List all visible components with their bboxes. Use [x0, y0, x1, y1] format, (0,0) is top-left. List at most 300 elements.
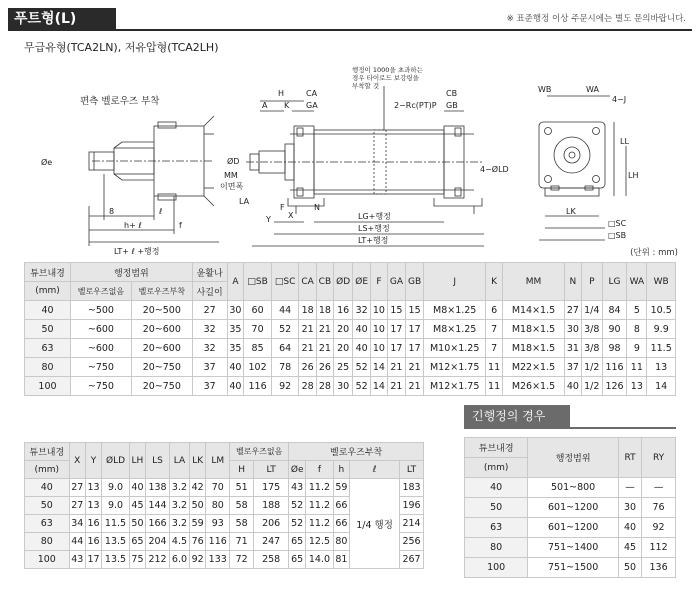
table-cell: 40	[25, 301, 71, 320]
table-cell: 133	[206, 551, 230, 569]
table-cell: 3.2	[169, 479, 189, 497]
label-ca: CA	[306, 89, 318, 98]
table-cell: M8×1.25	[424, 301, 486, 320]
table-cell: 93	[206, 515, 230, 533]
table-cell: 1/2	[581, 358, 602, 377]
label-lg: LG+행정	[358, 212, 391, 221]
table-cell: 11	[486, 358, 503, 377]
th2-bore: 튜브내경	[25, 443, 70, 461]
table-cell: 44	[271, 301, 299, 320]
th-col-2: □SC	[271, 263, 299, 301]
table-cell: 92	[642, 518, 676, 538]
table-cell: 258	[254, 551, 289, 569]
table-cell: 52	[271, 320, 299, 339]
th-lube-2: 사길이	[192, 282, 227, 301]
table-cell: 80	[465, 538, 528, 558]
label-ga: GA	[306, 101, 318, 110]
table-cell: 10	[371, 301, 388, 320]
label-oe: Øe	[41, 158, 53, 167]
table-cell: 76	[642, 498, 676, 518]
table-cell: 32	[192, 320, 227, 339]
table-cell: 37	[192, 377, 227, 396]
table-cell: 75	[129, 551, 145, 569]
table-cell: 6.0	[169, 551, 189, 569]
table-cell: 80	[25, 358, 71, 377]
table-cell: 16	[85, 515, 101, 533]
th2-col-7: LM	[206, 443, 230, 479]
table-cell: 40	[129, 479, 145, 497]
table-cell: 11.5	[647, 339, 676, 358]
table-cell: ~750	[70, 377, 131, 396]
table-cell: 10	[371, 339, 388, 358]
table-cell: 183	[400, 479, 424, 497]
table-cell: 40	[465, 478, 528, 498]
table-cell: —	[642, 478, 676, 498]
table-cell: M14×1.5	[503, 301, 565, 320]
table-cell: 9.0	[102, 479, 130, 497]
table-cell: 16	[334, 301, 353, 320]
table-cell: 50	[465, 498, 528, 518]
th2-sub-oe: Øe	[289, 461, 306, 479]
th2-bellows: 벨로우즈부착	[289, 443, 424, 461]
table-cell: 28	[316, 377, 333, 396]
table-cell: 30	[227, 301, 244, 320]
table-cell: 40	[227, 358, 244, 377]
th-col-9: GB	[406, 263, 424, 301]
table-cell: 72	[230, 551, 254, 569]
table-cell: 50	[25, 497, 70, 515]
th-bore-unit: (mm)	[25, 282, 71, 301]
table-cell: 21	[406, 377, 424, 396]
table-cell: 751~1400	[528, 538, 619, 558]
table-cell: 11	[486, 377, 503, 396]
table-cell: 14	[371, 358, 388, 377]
table-cell: 26	[299, 358, 316, 377]
table-cell: 100	[465, 558, 528, 578]
stroke-note-3: 부착할 것	[352, 82, 380, 90]
table-cell: M18×1.5	[503, 339, 565, 358]
long-stroke-title: 긴행정의 경우	[464, 405, 570, 427]
label-lh: LH	[628, 171, 639, 180]
table-cell: 166	[146, 515, 170, 533]
dimension-table-main	[24, 262, 676, 396]
table-cell: 80	[206, 497, 230, 515]
table-cell: 90	[602, 320, 627, 339]
unit-label: (단위 : mm)	[630, 248, 678, 258]
table-cell: 13.5	[102, 551, 130, 569]
table-cell: 10.5	[647, 301, 676, 320]
table-cell: 40	[25, 479, 70, 497]
th-col-16: WA	[627, 263, 647, 301]
table-cell: 14.0	[306, 551, 334, 569]
table-cell: 188	[254, 497, 289, 515]
label-lk: LK	[566, 207, 576, 216]
table-cell: M22×1.5	[503, 358, 565, 377]
table-cell: 138	[146, 479, 170, 497]
table-cell: 40	[565, 377, 582, 396]
table-cell: 7	[486, 320, 503, 339]
table-cell: 501~800	[528, 478, 619, 498]
label-lt-l: LT+ ℓ +행정	[114, 247, 160, 256]
table-cell: 17	[406, 320, 424, 339]
table-cell: 5	[627, 301, 647, 320]
th-col-1: □SB	[244, 263, 271, 301]
table-cell: 15	[387, 301, 405, 320]
th2-bore-unit: (mm)	[25, 461, 70, 479]
th-lube-1: 윤활나	[192, 263, 227, 282]
table-cell: 214	[400, 515, 424, 533]
label-hl: h+ ℓ	[124, 221, 142, 230]
table-cell: 27	[565, 301, 582, 320]
table-cell: 11.2	[306, 515, 334, 533]
table-cell: 44	[69, 533, 85, 551]
table-cell: 256	[400, 533, 424, 551]
th2-col-6: LK	[190, 443, 206, 479]
table-cell: 43	[69, 551, 85, 569]
model-subtitle: 무급유형(TCA2LN), 저유압형(TCA2LH)	[24, 41, 219, 54]
table-row	[25, 377, 676, 396]
table-cell: 78	[271, 358, 299, 377]
table-row	[25, 320, 676, 339]
table-cell: 40	[618, 518, 641, 538]
table-cell: 13	[627, 377, 647, 396]
th-col-17: WB	[647, 263, 676, 301]
th-col-4: CB	[316, 263, 333, 301]
th-col-8: GA	[387, 263, 405, 301]
label-n: N	[314, 203, 320, 212]
table-cell: 12.5	[306, 533, 334, 551]
th-col-12: MM	[503, 263, 565, 301]
table-cell: 51	[230, 479, 254, 497]
label-l: ℓ	[159, 207, 163, 216]
table-cell: 70	[244, 320, 271, 339]
table-cell: 18	[299, 301, 316, 320]
label-f: f	[179, 221, 182, 230]
table-cell: 50	[190, 497, 206, 515]
table-cell: 1/2	[581, 377, 602, 396]
th2-no-bellows: 벨로우즈없음	[230, 443, 289, 461]
table-cell: 196	[400, 497, 424, 515]
table-cell: 144	[146, 497, 170, 515]
label-mm: MM	[224, 171, 238, 180]
th3-stroke: 행정범위	[528, 438, 619, 478]
long-stroke-rule	[464, 427, 676, 429]
table-cell: 50	[618, 558, 641, 578]
table-cell: 20~750	[131, 377, 192, 396]
table-row	[465, 518, 676, 538]
label-width-across: 이면폭	[220, 182, 244, 191]
table-cell: 63	[465, 518, 528, 538]
table-cell: —	[618, 478, 641, 498]
th-bore: 튜브내경	[25, 263, 71, 282]
label-j: 4−J	[612, 95, 627, 104]
table-cell: 76	[190, 533, 206, 551]
table-row	[465, 478, 676, 498]
th-col-5: ØD	[334, 263, 353, 301]
l-value-cell: 1/4 행정	[350, 479, 400, 569]
table-cell: 267	[400, 551, 424, 569]
table-cell: 21	[299, 320, 316, 339]
table-cell: 31	[565, 339, 582, 358]
label-ls: LS+행정	[358, 224, 390, 233]
table-cell: 45	[618, 538, 641, 558]
table-cell: M10×1.25	[424, 339, 486, 358]
table-cell: 8	[627, 320, 647, 339]
table-cell: 21	[387, 358, 405, 377]
table-cell: 14	[647, 377, 676, 396]
table-cell: 84	[602, 301, 627, 320]
table-cell: 59	[190, 515, 206, 533]
table-cell: 3/8	[581, 320, 602, 339]
table-cell: 206	[254, 515, 289, 533]
table-cell: 37	[192, 358, 227, 377]
table-cell: 601~1200	[528, 518, 619, 538]
table-cell: M8×1.25	[424, 320, 486, 339]
table-cell: ~500	[70, 301, 131, 320]
label-sb: □SB	[608, 231, 627, 240]
table-cell: 98	[602, 339, 627, 358]
table-cell: 59	[333, 479, 349, 497]
table-cell: 14	[371, 377, 388, 396]
th2-sub-lt: LT	[254, 461, 289, 479]
table-cell: 66	[333, 497, 349, 515]
table-cell: 11.5	[102, 515, 130, 533]
table-cell: 13	[85, 497, 101, 515]
th-col-7: F	[371, 263, 388, 301]
side-bellows-label: 편측 벨로우즈 부착	[80, 96, 160, 107]
th2-sub-l: ℓ	[350, 461, 400, 479]
table-cell: 16	[85, 533, 101, 551]
table-cell: ~750	[70, 358, 131, 377]
table-cell: 63	[25, 339, 71, 358]
table-row	[25, 339, 676, 358]
table-cell: 3.2	[169, 515, 189, 533]
long-stroke-table	[464, 437, 676, 578]
table-cell: 4.5	[169, 533, 189, 551]
table-cell: 102	[244, 358, 271, 377]
label-h: H	[278, 89, 285, 98]
table-row	[465, 498, 676, 518]
label-port: 2−Rc(PT)P	[394, 101, 437, 110]
table-cell: 40	[353, 320, 371, 339]
th-no-bellows: 벨로우즈없음	[70, 282, 131, 301]
label-ll: LL	[620, 137, 629, 146]
table-cell: 92	[271, 377, 299, 396]
table-cell: M26×1.5	[503, 377, 565, 396]
th-col-10: J	[424, 263, 486, 301]
label-old: 4−ØLD	[480, 165, 509, 174]
th2-col-3: LH	[129, 443, 145, 479]
table-cell: 9	[627, 339, 647, 358]
page-title: 푸트형(L)	[8, 8, 116, 30]
table-cell: 21	[316, 320, 333, 339]
table-cell: 3.2	[169, 497, 189, 515]
th2-sub-h2: h	[333, 461, 349, 479]
table-cell: M12×1.75	[424, 377, 486, 396]
table-cell: 32	[192, 339, 227, 358]
table-cell: 43	[289, 479, 306, 497]
th2-col-4: LS	[146, 443, 170, 479]
th-col-11: K	[486, 263, 503, 301]
th2-sub-h: H	[230, 461, 254, 479]
th2-col-5: LA	[169, 443, 189, 479]
table-row	[25, 479, 424, 497]
table-row	[465, 558, 676, 578]
th3-bore-unit: (mm)	[465, 458, 528, 478]
title-rule	[8, 29, 692, 31]
th3-bore: 튜브내경	[465, 438, 528, 458]
table-cell: 21	[387, 377, 405, 396]
table-cell: 45	[129, 497, 145, 515]
label-la: LA	[239, 197, 250, 206]
table-cell: 92	[190, 551, 206, 569]
table-cell: 100	[25, 377, 71, 396]
table-cell: 52	[353, 358, 371, 377]
table-cell: 116	[244, 377, 271, 396]
table-cell: 7	[486, 339, 503, 358]
table-cell: 34	[69, 515, 85, 533]
table-cell: 11.2	[306, 497, 334, 515]
table-cell: M12×1.75	[424, 358, 486, 377]
th-col-6: ØE	[353, 263, 371, 301]
th2-sub-lt2: LT	[400, 461, 424, 479]
table-cell: 81	[333, 551, 349, 569]
table-cell: 20	[334, 339, 353, 358]
cylinder-drawing	[14, 56, 686, 260]
th3-rt: RT	[618, 438, 641, 478]
table-cell: 52	[353, 377, 371, 396]
th-col-14: P	[581, 263, 602, 301]
table-cell: 6	[486, 301, 503, 320]
th2-col-0: X	[69, 443, 85, 479]
table-cell: 30	[334, 377, 353, 396]
table-cell: 20	[334, 320, 353, 339]
table-cell: 65	[289, 551, 306, 569]
table-cell: 20~600	[131, 339, 192, 358]
table-cell: 25	[334, 358, 353, 377]
table-cell: 40	[227, 377, 244, 396]
table-cell: 1/4	[581, 301, 602, 320]
table-cell: 66	[333, 515, 349, 533]
table-cell: 116	[206, 533, 230, 551]
table-cell: 63	[25, 515, 70, 533]
table-cell: 27	[69, 479, 85, 497]
table-cell: 32	[353, 301, 371, 320]
label-wb: WB	[538, 85, 552, 94]
th-stroke: 행정범위	[70, 263, 192, 282]
table-row	[25, 358, 676, 377]
table-cell: 11	[627, 358, 647, 377]
table-cell: 9.0	[102, 497, 130, 515]
order-note: ※ 표준행정 이상 주문시에는 별도 문의바랍니다.	[506, 14, 686, 24]
label-cb: CB	[446, 89, 458, 98]
table-cell: 65	[289, 533, 306, 551]
table-cell: 58	[230, 515, 254, 533]
label-f2: F	[280, 203, 285, 212]
th-col-0: A	[227, 263, 244, 301]
table-cell: M18×1.5	[503, 320, 565, 339]
table-cell: 20~750	[131, 358, 192, 377]
table-cell: 204	[146, 533, 170, 551]
table-cell: 20~600	[131, 320, 192, 339]
table-cell: 9.9	[647, 320, 676, 339]
th3-ry: RY	[642, 438, 676, 478]
label-gb: GB	[446, 101, 458, 110]
table-cell: 175	[254, 479, 289, 497]
table-cell: 21	[316, 339, 333, 358]
table-cell: 42	[190, 479, 206, 497]
label-8: 8	[109, 207, 115, 216]
th2-col-2: ØLD	[102, 443, 130, 479]
table-cell: 71	[230, 533, 254, 551]
th2-sub-f: f	[306, 461, 334, 479]
table-cell: 17	[387, 320, 405, 339]
label-y: Y	[266, 215, 271, 224]
table-row	[465, 538, 676, 558]
table-cell: 85	[244, 339, 271, 358]
table-cell: 212	[146, 551, 170, 569]
table-cell: 136	[642, 558, 676, 578]
th-col-15: LG	[602, 263, 627, 301]
table-cell: 3/8	[581, 339, 602, 358]
th-col-13: N	[565, 263, 582, 301]
label-lt-main: LT+행정	[358, 236, 389, 245]
table-cell: 247	[254, 533, 289, 551]
table-cell: 50	[129, 515, 145, 533]
table-cell: 28	[299, 377, 316, 396]
table-cell: 126	[602, 377, 627, 396]
label-wa: WA	[586, 85, 599, 94]
table-cell: 13	[647, 358, 676, 377]
table-cell: 80	[25, 533, 70, 551]
table-cell: 58	[230, 497, 254, 515]
stroke-note-1: 행정이 1000을 초과하는	[352, 66, 423, 74]
table-cell: 40	[353, 339, 371, 358]
table-cell: 26	[316, 358, 333, 377]
table-cell: 15	[406, 301, 424, 320]
table-cell: 13.5	[102, 533, 130, 551]
table-cell: 13	[85, 479, 101, 497]
table-cell: 21	[406, 358, 424, 377]
table-cell: 11.2	[306, 479, 334, 497]
table-cell: 52	[289, 497, 306, 515]
table-cell: 27	[69, 497, 85, 515]
label-a: A	[262, 101, 268, 110]
table-cell: 70	[206, 479, 230, 497]
table-cell: 20~500	[131, 301, 192, 320]
table-cell: ~600	[70, 339, 131, 358]
th-bellows: 벨로우즈부착	[131, 282, 192, 301]
label-od: ØD	[227, 157, 240, 166]
table-cell: 80	[333, 533, 349, 551]
label-k: K	[284, 101, 290, 110]
table-cell: 601~1200	[528, 498, 619, 518]
table-cell: 30	[565, 320, 582, 339]
stroke-note-2: 경우 타이로드 보강링을	[352, 74, 419, 82]
table-cell: 60	[244, 301, 271, 320]
table-cell: 17	[406, 339, 424, 358]
table-cell: 35	[227, 339, 244, 358]
table-cell: 112	[642, 538, 676, 558]
table-cell: 30	[618, 498, 641, 518]
label-sc: □SC	[608, 219, 627, 228]
table-cell: 35	[227, 320, 244, 339]
table-cell: 64	[271, 339, 299, 358]
label-x: X	[288, 211, 294, 220]
table-cell: 50	[25, 320, 71, 339]
table-row	[25, 301, 676, 320]
th-col-3: CA	[299, 263, 316, 301]
